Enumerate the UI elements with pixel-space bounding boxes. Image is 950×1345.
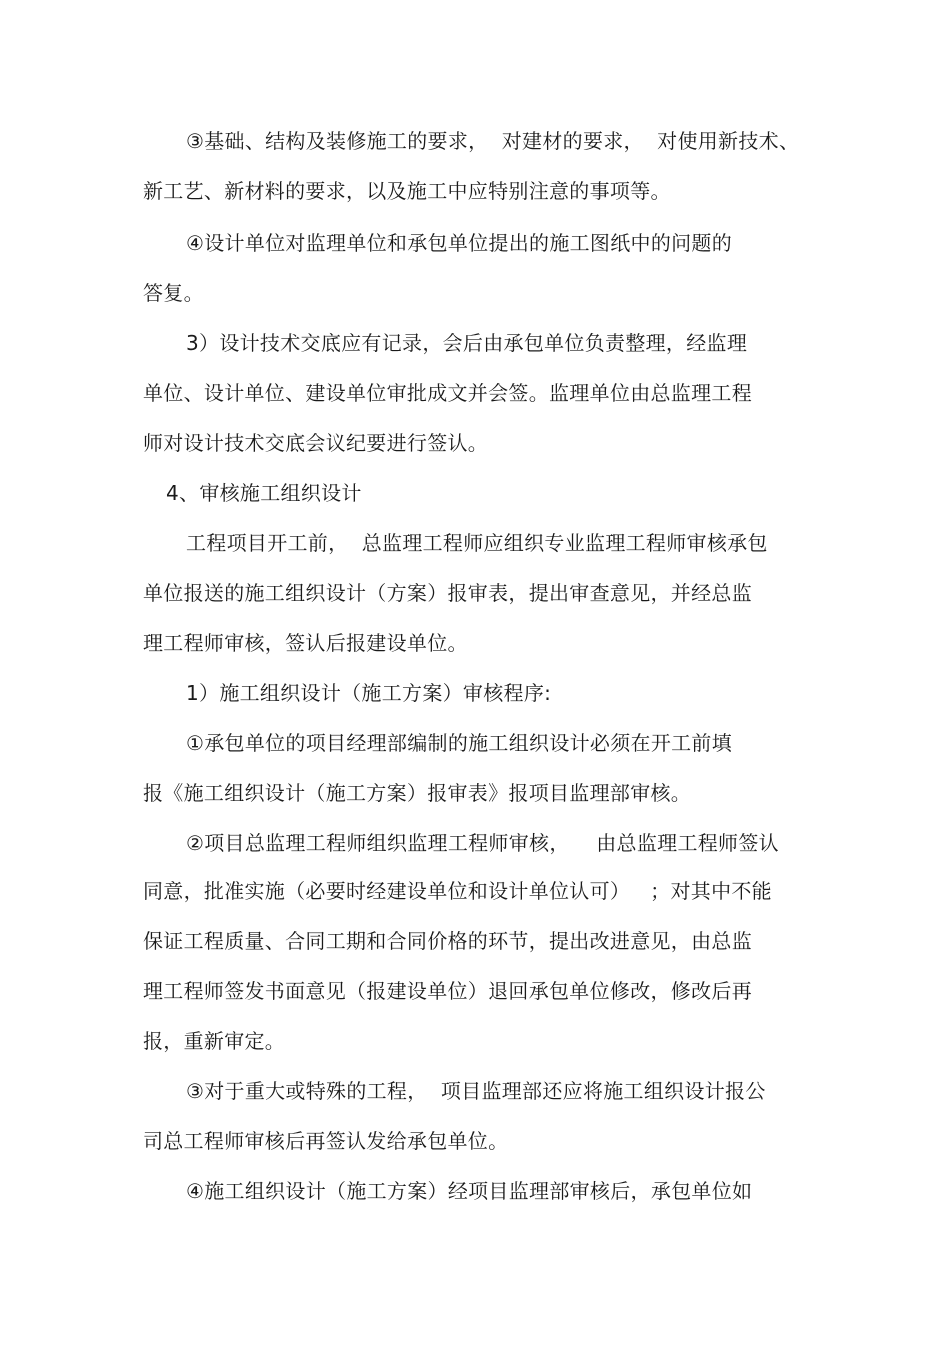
paragraph-line: 报《施工组织设计（施工方案）报审表》报项目监理部审核。 xyxy=(143,781,692,805)
paragraph-line: 理工程师签发书面意见（报建设单位）退回承包单位修改，修改后再 xyxy=(143,979,752,1003)
paragraph-line: 3）设计技术交底应有记录，会后由承包单位负责整理，经监理 xyxy=(186,331,748,355)
paragraph-line: ④设计单位对监理单位和承包单位提出的施工图纸中的问题的 xyxy=(186,231,733,255)
paragraph-line: ①承包单位的项目经理部编制的施工组织设计必须在开工前填 xyxy=(186,731,733,755)
paragraph-line: 工程项目开工前， 总监理工程师应组织专业监理工程师审核承包 xyxy=(186,531,768,555)
paragraph-line: 单位、设计单位、建设单位审批成文并会签。监理单位由总监理工程 xyxy=(143,381,752,405)
paragraph-line: 报，重新审定。 xyxy=(143,1029,286,1053)
paragraph-line: ②项目总监理工程师组织监理工程师审核， 由总监理工程师签认 xyxy=(186,831,779,855)
paragraph-line: 答复。 xyxy=(143,281,204,305)
paragraph-line: 保证工程质量、合同工期和合同价格的环节，提出改进意见，由总监 xyxy=(143,929,752,953)
section-heading: 4、审核施工组织设计 xyxy=(166,481,362,505)
paragraph-line: 同意，批准实施（必要时经建设单位和设计单位认可） ；对其中不能 xyxy=(143,879,772,903)
paragraph-line: 师对设计技术交底会议纪要进行签认。 xyxy=(143,431,489,455)
paragraph-line: ④施工组织设计（施工方案）经项目监理部审核后，承包单位如 xyxy=(186,1179,753,1203)
subsection-heading: 1）施工组织设计（施工方案）审核程序: xyxy=(186,681,552,705)
paragraph-line: 司总工程师审核后再签认发给承包单位。 xyxy=(143,1129,509,1153)
paragraph-line: ③对于重大或特殊的工程， 项目监理部还应将施工组织设计报公 xyxy=(186,1079,766,1103)
paragraph-line: 理工程师审核，签认后报建设单位。 xyxy=(143,631,468,655)
paragraph-line: 单位报送的施工组织设计（方案）报审表，提出审查意见，并经总监 xyxy=(143,581,752,605)
paragraph-line: ③基础、结构及装修施工的要求， 对建材的要求， 对使用新技术、 xyxy=(186,129,800,153)
paragraph-line: 新工艺、新材料的要求，以及施工中应特别注意的事项等。 xyxy=(143,179,671,203)
